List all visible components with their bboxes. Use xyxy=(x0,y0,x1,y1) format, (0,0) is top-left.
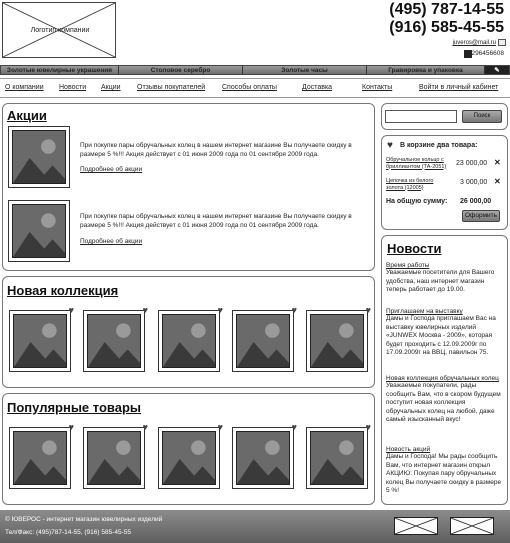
category-extra[interactable] xyxy=(485,66,509,74)
popular-product-2[interactable] xyxy=(83,422,148,489)
new-collection-title: Новая коллекция xyxy=(7,283,119,298)
cart-title: В корзине два товара: xyxy=(400,142,478,149)
cart-item-2-name[interactable]: Цепочка из белого золота (12005) xyxy=(386,178,434,191)
menu-reviews[interactable]: Отзывы покупателей xyxy=(137,84,206,91)
image-placeholder-icon xyxy=(163,315,215,367)
favorite-heart-icon[interactable]: ♥ xyxy=(68,305,74,315)
cart-item-2-price: 3 000,00 xyxy=(460,179,488,186)
cart-remove-2-icon[interactable]: ✕ xyxy=(494,177,501,186)
category-gold-watches[interactable]: Золотые часы xyxy=(243,66,367,74)
search-button[interactable]: Поиск xyxy=(462,110,502,123)
new-collection-product-3[interactable] xyxy=(158,305,223,372)
image-placeholder-icon xyxy=(237,315,289,367)
phone-2: (916) 585-45-55 xyxy=(389,19,504,36)
news-item-title[interactable]: Время работы xyxy=(386,262,430,269)
news-item-title[interactable]: Приглашаем на выставку xyxy=(386,308,463,315)
favorite-heart-icon[interactable]: ♥ xyxy=(365,422,371,432)
logo-label: Логотип компании xyxy=(30,27,90,34)
menu-promos[interactable]: Акции xyxy=(101,84,121,91)
footer-copyright: © ЮВЕРОС - интернет магазин ювелирных изделий xyxy=(5,516,163,523)
popular-product-3[interactable] xyxy=(158,422,223,489)
news-item-text: Уважаемые посетители для Вашего удобства, наш интернет магазин теперь работает до 19.00. xyxy=(386,269,495,293)
cart-item-1-price: 23 000,00 xyxy=(456,160,488,167)
favorite-heart-icon[interactable]: ♥ xyxy=(365,305,371,315)
favorite-heart-icon[interactable]: ♥ xyxy=(142,422,148,432)
image-placeholder-icon xyxy=(13,131,65,183)
phone-1: (495) 787-14-55 xyxy=(389,1,504,18)
promo-link-1[interactable]: Подробнее об акции xyxy=(80,166,143,173)
favorite-heart-icon[interactable]: ♥ xyxy=(142,305,148,315)
cart-remove-1-icon[interactable]: ✕ xyxy=(494,158,501,167)
menu-delivery[interactable]: Доставка xyxy=(302,84,333,91)
image-placeholder-icon xyxy=(88,432,140,484)
promo-text-2: При покупке пары обручальных колец в нашем интернет магазине Вы получаете скидку в размере 5 %!!! Акция действует с 01 июня 2009 года по 01 сентября 2009 года. xyxy=(80,213,352,229)
favorite-heart-icon[interactable]: ♥ xyxy=(68,422,74,432)
email-link[interactable]: juveros@mail.ru xyxy=(452,40,496,46)
menu-contacts[interactable]: Контакты xyxy=(362,84,393,91)
placeholder-icon xyxy=(451,518,493,534)
new-collection-product-5[interactable] xyxy=(306,305,371,372)
news-item-1 xyxy=(386,262,504,295)
image-placeholder-icon xyxy=(14,315,66,367)
favorite-heart-icon[interactable]: ♥ xyxy=(291,422,297,432)
news-item-title[interactable]: Новость акций xyxy=(386,446,431,453)
email-icon xyxy=(498,39,506,46)
checkout-button[interactable]: Оформить xyxy=(462,210,500,222)
icq-number: 296456608 xyxy=(471,50,504,57)
news-item-4 xyxy=(386,446,504,496)
image-placeholder-icon xyxy=(14,432,66,484)
favorite-heart-icon[interactable]: ♥ xyxy=(291,305,297,315)
popular-product-5[interactable] xyxy=(306,422,371,489)
promo-image-2[interactable] xyxy=(8,200,70,262)
menu-payment[interactable]: Способы оплаты xyxy=(222,84,277,91)
image-placeholder-icon xyxy=(311,432,363,484)
cart-item-1-name[interactable]: Обручальное кольцо с бриллиантом (ТА-2051) xyxy=(386,157,447,170)
new-collection-product-1[interactable] xyxy=(9,305,74,372)
popular-title: Популярные товары xyxy=(7,400,142,415)
menu-login[interactable]: Войти в личный кабинет xyxy=(419,84,499,91)
news-item-text: Дамы и Господа! Мы рады сообщить Вам, что интернет магазин открыл АКЦИЮ: Покупая пару обручальных колец Вы получаете скидку в размере 5 %! xyxy=(386,453,502,494)
category-gold-jewelry[interactable]: Золотые ювелирные украшения xyxy=(1,66,119,74)
footer-phones: Тел/Факс: (495)787-14-55, (916) 585-45-55 xyxy=(5,529,131,536)
menu-about[interactable]: О компании xyxy=(5,84,44,91)
image-placeholder-icon xyxy=(163,432,215,484)
news-item-text: Уважаемые покупатели, рады сообщить Вам, что в скором будущем поступит новая коллекция обручальных колец на любой, даже самый изысканный вкус! xyxy=(386,382,501,423)
promo-image-1[interactable] xyxy=(8,126,70,188)
new-collection-product-4[interactable] xyxy=(232,305,297,372)
promo-title: Акции xyxy=(7,108,47,123)
image-placeholder-icon xyxy=(311,315,363,367)
cart-total-label: На общую сумму: xyxy=(386,198,448,205)
footer xyxy=(0,510,510,543)
cart-total: 26 000,00 xyxy=(460,198,492,205)
search-input[interactable] xyxy=(385,110,457,123)
news-title: Новости xyxy=(387,241,442,256)
settings-icon: ✎ xyxy=(494,67,500,74)
menu-news[interactable]: Новости xyxy=(59,84,87,91)
news-item-title[interactable]: Новая коллекция обручальных колец xyxy=(386,375,499,382)
popular-product-4[interactable] xyxy=(232,422,297,489)
new-collection-product-2[interactable] xyxy=(83,305,148,372)
footer-badge-1[interactable] xyxy=(394,517,438,535)
popular-product-1[interactable] xyxy=(9,422,74,489)
heart-icon: ♥ xyxy=(387,140,393,151)
placeholder-icon xyxy=(395,518,437,534)
category-silverware[interactable]: Столовое серебро xyxy=(119,66,243,74)
favorite-heart-icon[interactable]: ♥ xyxy=(217,422,223,432)
favorite-heart-icon[interactable]: ♥ xyxy=(217,305,223,315)
image-placeholder-icon xyxy=(13,205,65,257)
logo[interactable] xyxy=(2,2,116,58)
image-placeholder-icon xyxy=(88,315,140,367)
promo-link-2[interactable]: Подробнее об акции xyxy=(80,238,143,245)
image-placeholder-icon xyxy=(237,432,289,484)
category-engraving[interactable]: Гравировка и упаковка xyxy=(367,66,485,74)
category-bar xyxy=(0,65,510,75)
news-item-text: Дамы и Господа приглашаем Вас на выставку ювелирных изделий «JUNWEX Москва - 2009», которая будет проходить с 12.09.2009г по 17.09.2009г на ВВЦ, павильон 75. xyxy=(386,315,496,356)
footer-badge-2[interactable] xyxy=(450,517,494,535)
news-item-2 xyxy=(386,308,504,358)
promo-text-1: При покупке пары обручальных колец в нашем интернет магазине Вы получаете скидку в размере 5 %!!! Акция действует с 01 июня 2009 года по 01 сентября 2009 года. xyxy=(80,142,352,158)
news-item-3 xyxy=(386,375,504,425)
